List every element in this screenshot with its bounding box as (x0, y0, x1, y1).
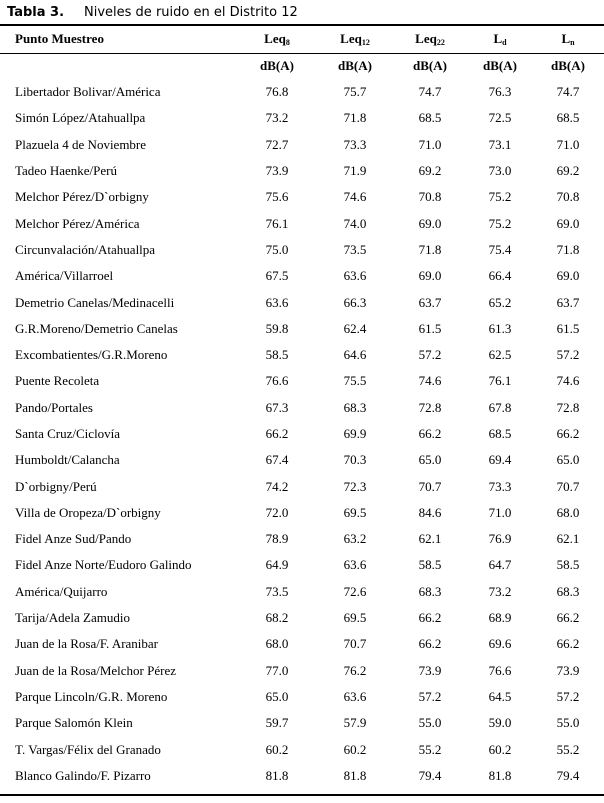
table-row (0, 184, 604, 210)
value-cell: 68.0 (556, 504, 580, 520)
value-cell: 71.0 (418, 136, 442, 152)
table-row (0, 421, 604, 447)
value-cell: 64.7 (488, 557, 512, 573)
value-cell: 60.2 (488, 741, 512, 757)
value-cell: 73.2 (488, 583, 512, 599)
value-cell: 71.8 (343, 110, 367, 126)
table-caption (7, 4, 298, 22)
value-cell: 66.2 (556, 426, 580, 441)
sampling-point-cell: D`orbigny/Perú (15, 478, 97, 494)
value-cell: 55.0 (418, 715, 442, 731)
value-cell: 76.3 (488, 84, 512, 100)
value-cell: 72.0 (265, 504, 289, 520)
unit-cell: dB(A) (338, 57, 372, 73)
value-cell: 64.5 (488, 688, 512, 704)
value-cell: 64.6 (343, 347, 367, 363)
sampling-point-cell: Melchor Pérez/América (15, 215, 140, 231)
value-cell: 69.2 (556, 163, 580, 179)
value-cell: 70.7 (556, 478, 580, 494)
column-header-ln: $L_n$ (561, 31, 575, 47)
table-row (0, 710, 604, 736)
value-cell: 74.2 (265, 478, 289, 494)
value-cell: 63.7 (418, 294, 442, 310)
table-row (0, 579, 604, 605)
sampling-point-cell: Plazuela 4 de Noviembre (15, 136, 147, 152)
table-bottom-rule (0, 794, 604, 796)
value-cell: 67.4 (265, 452, 289, 468)
value-cell: 66.2 (418, 636, 442, 652)
column-header-punto-muestreo: Punto Muestreo (15, 31, 104, 46)
table-row (0, 605, 604, 631)
table-row (0, 526, 604, 552)
table-row (0, 79, 604, 105)
value-cell: 76.1 (488, 373, 512, 389)
value-cell: 72.3 (343, 478, 367, 494)
table-row (0, 237, 604, 263)
value-cell: 69.6 (488, 636, 512, 652)
value-cell: 70.7 (418, 478, 442, 494)
value-cell: 61.3 (488, 320, 512, 336)
value-cell: 70.7 (343, 636, 367, 652)
value-cell: 77.0 (265, 662, 289, 678)
value-cell: 76.8 (265, 84, 289, 100)
sampling-point-cell: América/Quijarro (15, 583, 108, 599)
value-cell: 66.2 (418, 426, 442, 441)
value-cell: 81.8 (488, 767, 512, 783)
value-cell: 68.3 (343, 399, 367, 415)
value-cell: 73.3 (488, 478, 512, 494)
table-row (0, 132, 604, 158)
sampling-point-cell: G.R.Moreno/Demetrio Canelas (15, 320, 178, 336)
value-cell: 58.5 (556, 557, 580, 573)
value-cell: 74.6 (556, 373, 580, 389)
sampling-point-cell: Villa de Oropeza/D`orbigny (15, 504, 161, 520)
column-header-leq12: Leq$_{12}$ (340, 31, 370, 47)
table-row (0, 684, 604, 710)
value-cell: 75.7 (343, 84, 367, 100)
value-cell: 67.8 (488, 399, 512, 415)
value-cell: 73.2 (265, 110, 289, 126)
value-cell: 63.2 (343, 531, 367, 547)
value-cell: 71.8 (556, 241, 580, 257)
value-cell: 71.9 (343, 163, 367, 179)
value-cell: 72.8 (418, 399, 442, 415)
value-cell: 66.2 (265, 426, 289, 441)
value-cell: 60.2 (265, 741, 289, 757)
value-cell: 69.0 (418, 215, 442, 231)
value-cell: 59.0 (488, 715, 512, 731)
value-cell: 69.0 (556, 268, 580, 284)
value-cell: 69.9 (343, 426, 367, 441)
sampling-point-cell: América/Villarroel (15, 268, 114, 284)
value-cell: 67.5 (265, 268, 289, 284)
value-cell: 57.2 (556, 688, 580, 704)
sampling-point-cell: Juan de la Rosa/Melchor Pérez (15, 662, 177, 678)
value-cell: 70.3 (343, 452, 367, 468)
value-cell: 65.0 (418, 452, 442, 468)
value-cell: 65.0 (556, 452, 580, 468)
value-cell: 75.6 (265, 189, 289, 205)
value-cell: 55.0 (556, 715, 580, 731)
sampling-point-cell: Santa Cruz/Ciclovía (15, 426, 121, 441)
value-cell: 73.0 (488, 163, 512, 179)
value-cell: 62.5 (488, 347, 512, 363)
value-cell: 81.8 (265, 767, 289, 783)
value-cell: 75.0 (265, 241, 289, 257)
value-cell: 75.5 (343, 373, 367, 389)
units-row (0, 52, 604, 79)
value-cell: 75.2 (488, 189, 512, 205)
value-cell: 57.2 (556, 347, 580, 363)
value-cell: 69.2 (418, 163, 442, 179)
value-cell: 76.1 (265, 215, 289, 231)
table-row (0, 500, 604, 526)
caption-label: Tabla 3. (7, 5, 65, 20)
value-cell: 57.9 (343, 715, 367, 731)
value-cell: 57.2 (418, 347, 442, 363)
value-cell: 73.5 (343, 241, 367, 257)
sampling-point-cell: Tarija/Adela Zamudio (15, 610, 130, 626)
value-cell: 75.2 (488, 215, 512, 231)
value-cell: 73.5 (265, 583, 289, 599)
value-cell: 65.0 (265, 688, 289, 704)
sampling-point-cell: Parque Salomón Klein (15, 715, 133, 731)
value-cell: 63.6 (343, 268, 367, 284)
value-cell: 69.0 (418, 268, 442, 284)
value-cell: 70.8 (556, 189, 580, 205)
value-cell: 72.8 (556, 399, 580, 415)
sampling-point-cell: Simón López/Atahuallpa (15, 110, 146, 126)
sampling-point-cell: Fidel Anze Sud/Pando (15, 531, 132, 547)
table-row (0, 342, 604, 368)
value-cell: 76.6 (488, 662, 512, 678)
value-cell: 76.6 (265, 373, 289, 389)
value-cell: 75.4 (488, 241, 512, 257)
value-cell: 69.5 (343, 504, 367, 520)
sampling-point-cell: Humboldt/Calancha (15, 452, 120, 468)
sampling-point-cell: Demetrio Canelas/Medinacelli (15, 294, 175, 310)
value-cell: 74.0 (343, 215, 367, 231)
value-cell: 66.3 (343, 294, 367, 310)
value-cell: 66.4 (488, 268, 512, 284)
value-cell: 68.9 (488, 610, 512, 626)
value-cell: 84.6 (418, 504, 442, 520)
value-cell: 71.0 (556, 136, 580, 152)
value-cell: 58.5 (265, 347, 289, 363)
table-row (0, 763, 604, 789)
value-cell: 73.9 (418, 662, 442, 678)
table-row (0, 631, 604, 657)
value-cell: 71.8 (418, 241, 442, 257)
value-cell: 61.5 (418, 320, 442, 336)
column-header-leq22: Leq$_{22}$ (415, 31, 445, 47)
value-cell: 74.7 (418, 84, 442, 100)
value-cell: 63.7 (556, 294, 580, 310)
value-cell: 73.3 (343, 136, 367, 152)
unit-cell: dB(A) (260, 57, 294, 73)
value-cell: 62.1 (556, 531, 580, 547)
value-cell: 62.4 (343, 320, 367, 336)
value-cell: 68.5 (556, 110, 580, 126)
value-cell: 71.0 (488, 504, 512, 520)
table-row (0, 395, 604, 421)
value-cell: 63.6 (343, 557, 367, 573)
value-cell: 74.6 (343, 189, 367, 205)
sampling-point-cell: Circunvalación/Atahuallpa (15, 241, 156, 257)
noise-levels-table (0, 26, 604, 789)
table-row (0, 263, 604, 289)
value-cell: 66.2 (556, 636, 580, 652)
sampling-point-cell: Pando/Portales (15, 399, 93, 415)
value-cell: 69.0 (556, 215, 580, 231)
sampling-point-cell: Puente Recoleta (15, 373, 100, 389)
value-cell: 81.8 (343, 767, 367, 783)
value-cell: 79.4 (556, 767, 580, 783)
table-row (0, 658, 604, 684)
value-cell: 66.2 (556, 610, 580, 626)
value-cell: 68.5 (418, 110, 442, 126)
value-cell: 67.3 (265, 399, 289, 415)
value-cell: 58.5 (418, 557, 442, 573)
value-cell: 59.8 (265, 320, 289, 336)
value-cell: 57.2 (418, 688, 442, 704)
sampling-point-cell: Blanco Galindo/F. Pizarro (15, 767, 151, 783)
table-row (0, 210, 604, 236)
value-cell: 66.2 (418, 610, 442, 626)
table-row (0, 158, 604, 184)
sampling-point-cell: Fidel Anze Norte/Eudoro Galindo (15, 557, 192, 573)
sampling-point-cell: T. Vargas/Félix del Granado (15, 741, 161, 757)
table-row (0, 105, 604, 131)
value-cell: 74.6 (418, 373, 442, 389)
value-cell: 60.2 (343, 741, 367, 757)
table-row (0, 289, 604, 315)
sampling-point-cell: Tadeo Haenke/Perú (15, 163, 117, 179)
value-cell: 72.6 (343, 583, 367, 599)
unit-cell: dB(A) (551, 57, 585, 73)
column-header-ld: $L_d$ (493, 31, 507, 47)
value-cell: 63.6 (265, 294, 289, 310)
value-cell: 68.3 (556, 583, 580, 599)
value-cell: 68.2 (265, 610, 289, 626)
value-cell: 72.5 (488, 110, 512, 126)
sampling-point-cell: Juan de la Rosa/F. Aranibar (15, 636, 159, 652)
table-row (0, 552, 604, 578)
value-cell: 59.7 (265, 715, 289, 731)
value-cell: 76.9 (488, 531, 512, 547)
value-cell: 70.8 (418, 189, 442, 205)
value-cell: 73.9 (265, 163, 289, 179)
value-cell: 68.5 (488, 426, 512, 441)
value-cell: 69.4 (488, 452, 512, 468)
value-cell: 79.4 (418, 767, 442, 783)
value-cell: 65.2 (488, 294, 512, 310)
table-row (0, 316, 604, 342)
value-cell: 76.2 (343, 662, 367, 678)
unit-cell: dB(A) (413, 57, 447, 73)
value-cell: 68.0 (265, 636, 289, 652)
table-row (0, 473, 604, 499)
column-header-leq8: Leq$_8$ (264, 31, 290, 47)
sampling-point-cell: Excombatientes/G.R.Moreno (15, 347, 168, 363)
sampling-point-cell: Melchor Pérez/D`orbigny (15, 189, 149, 205)
table-row (0, 447, 604, 473)
caption-title: Niveles de ruido en el Distrito 12 (84, 5, 298, 20)
value-cell: 55.2 (556, 741, 580, 757)
sampling-point-cell: Parque Lincoln/G.R. Moreno (15, 688, 168, 704)
value-cell: 74.7 (556, 84, 580, 100)
value-cell: 78.9 (265, 531, 289, 547)
unit-cell: dB(A) (483, 57, 517, 73)
header-row (0, 26, 604, 52)
value-cell: 61.5 (556, 320, 580, 336)
value-cell: 62.1 (418, 531, 442, 547)
value-cell: 68.3 (418, 583, 442, 599)
sampling-point-cell: Libertador Bolivar/América (15, 84, 161, 100)
value-cell: 55.2 (418, 741, 442, 757)
table-row (0, 368, 604, 394)
value-cell: 64.9 (265, 557, 289, 573)
unit-cell (0, 52, 236, 79)
value-cell: 72.7 (265, 136, 289, 152)
value-cell: 69.5 (343, 610, 367, 626)
value-cell: 73.1 (488, 136, 512, 152)
table-row (0, 736, 604, 762)
value-cell: 63.6 (343, 688, 367, 704)
value-cell: 73.9 (556, 662, 580, 678)
